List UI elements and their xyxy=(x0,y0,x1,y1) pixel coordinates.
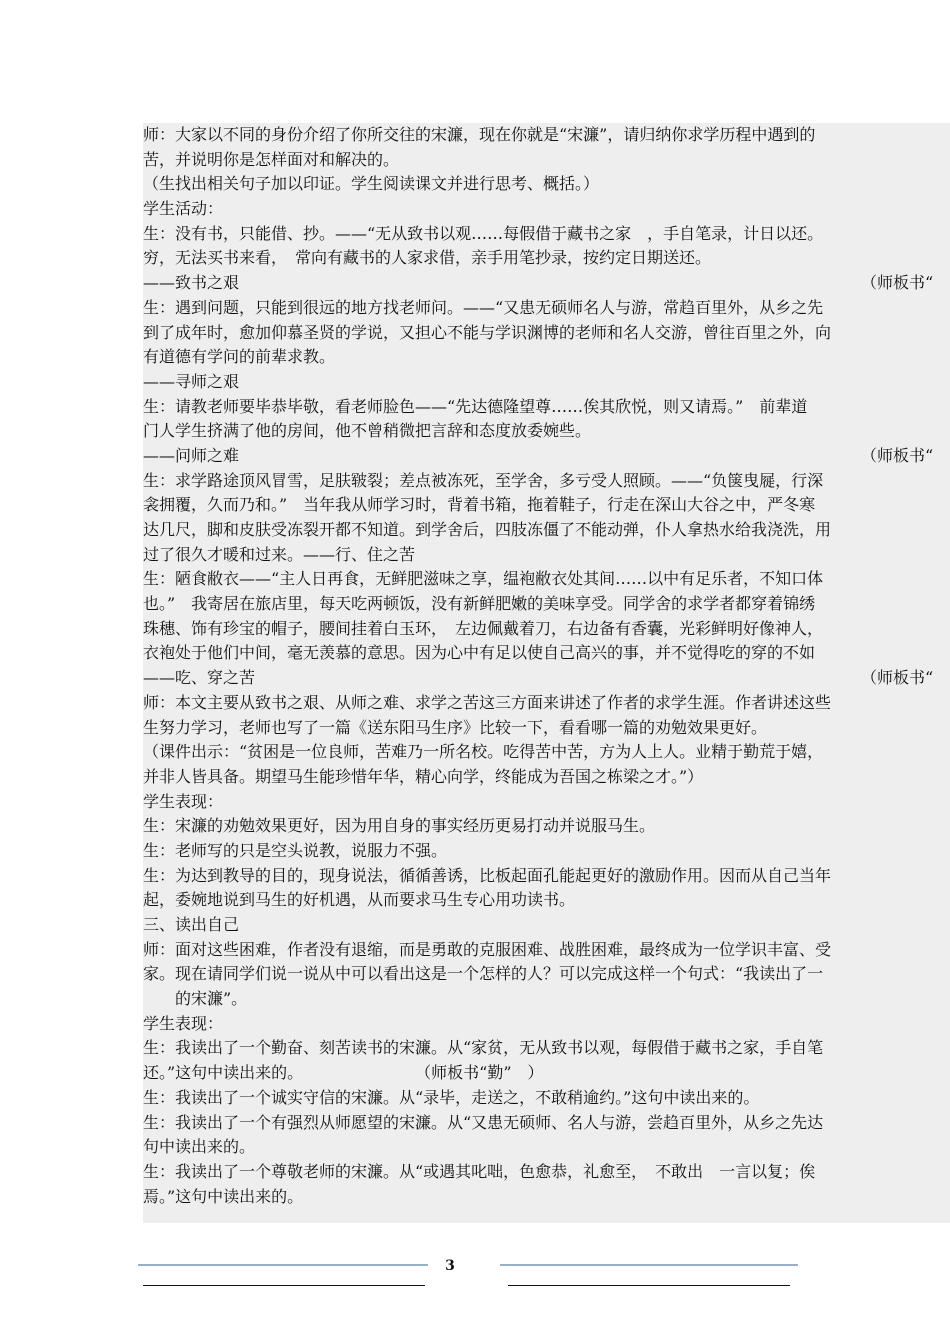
line-text: 生：我读出了一个尊敬老师的宋濂。从“或遇其叱咄，色愈恭，礼愈至， 不敢出 一言以复；俟 xyxy=(143,1161,816,1181)
line-text: 生：遇到问题，只能到很远的地方找老师问。——“又患无硕师名人与游，常趋百里外，从乡之先 xyxy=(143,297,824,317)
text-line xyxy=(143,913,950,938)
text-line xyxy=(143,1012,950,1037)
text-line xyxy=(143,1185,950,1210)
text-line xyxy=(143,814,950,839)
text-line xyxy=(143,1036,950,1061)
text-line xyxy=(143,123,950,148)
line-text: ——问师之难 xyxy=(143,445,240,465)
board-note: （师板书“ xyxy=(861,445,934,465)
text-line xyxy=(143,395,950,420)
line-text: 达几尺，脚和皮肤受冻裂开都不知道。到学舍后，四肢冻僵了不能动弹，仆人拿热水给我浇洗，用 xyxy=(143,520,832,539)
line-text: 生：宋濂的劝勉效果更好，因为用自身的事实经历更易打动并说服马生。 xyxy=(143,816,656,836)
line-text: 也。” 我寄居在旅店里，每天吃两顿饭，没有新鲜肥嫩的美味享受。同学舍的求学者都穿着锦绣 xyxy=(143,594,816,614)
text-line xyxy=(143,370,950,395)
line-text: 生：我读出了一个诚实守信的宋濂。从“录毕，走送之，不敢稍逾约。”这句中读出来的。 xyxy=(143,1087,760,1107)
text-line xyxy=(143,148,950,173)
text-line xyxy=(143,938,950,963)
text-line xyxy=(143,321,950,346)
text-line xyxy=(143,543,950,568)
line-text: 门人学生挤满了他的房间，他不曾稍微把言辞和态度放委婉些。 xyxy=(143,421,592,441)
line-text: 的宋濂”。 xyxy=(143,989,248,1009)
text-line xyxy=(143,197,950,222)
text-line xyxy=(143,740,950,765)
line-text: 学生表现： xyxy=(143,791,224,811)
text-line xyxy=(143,1160,950,1185)
text-line xyxy=(143,790,950,815)
text-line xyxy=(143,864,950,889)
text-line xyxy=(143,765,950,790)
text-line xyxy=(143,444,950,469)
text-line xyxy=(143,518,950,543)
line-text: 生努力学习，老师也写了一篇《送东阳马生序》比较一下，看看哪一篇的劝勉效果更好。 xyxy=(143,717,768,737)
line-text: 师：本文主要从致书之艰、从师之难、求学之苦这三方面来讲述了作者的求学生涯。作者讲述这些 xyxy=(143,692,832,712)
line-text: 师：大家以不同的身份介绍了你所交往的宋濂，现在你就是“宋濂”，请归纳你求学历程中遇到的 xyxy=(143,125,816,144)
text-line xyxy=(143,691,950,716)
line-text: 过了很久才暖和过来。——行、住之苦 xyxy=(143,544,416,564)
line-text: 焉。”这句中读出来的。 xyxy=(143,1186,304,1206)
document-text-block xyxy=(143,123,950,1223)
board-note: （师板书“ xyxy=(861,273,934,293)
line-text: 生：我读出了一个勤奋、刻苦读书的宋濂。从“家贫，无从致书以观，每假借于藏书之家，手自笔 xyxy=(143,1038,824,1058)
text-line xyxy=(143,1135,950,1160)
line-text: 珠穗、饰有珍宝的帽子，腰间挂着白玉环， 左边佩戴着刀，右边备有香囊，光彩鲜明好像神人， xyxy=(143,618,824,638)
line-text: 生：陋食敝衣——“主人日再食，无鲜肥滋味之享，缊袍敝衣处其间……以中有足乐者，不知口体 xyxy=(143,569,824,589)
text-line xyxy=(143,617,950,642)
line-text: 还。”这句中读出来的。 （师板书“勤” ） xyxy=(143,1063,544,1083)
text-line xyxy=(143,567,950,592)
line-text: （生找出相关句子加以印证。学生阅读课文并进行思考、概括。） xyxy=(143,174,600,194)
text-line xyxy=(143,592,950,617)
line-text: 生：为达到教导的目的，现身说法，循循善诱，比板起面孔能起更好的激励作用。因而从自己当年 xyxy=(143,865,832,885)
line-text: 有道德有学问的前辈求教。 xyxy=(143,347,336,367)
text-line xyxy=(143,172,950,197)
text-line xyxy=(143,469,950,494)
text-line xyxy=(143,296,950,321)
text-line xyxy=(143,716,950,741)
board-note: （师板书“ xyxy=(861,668,934,688)
page-number: 3 xyxy=(445,1258,455,1274)
line-text: 生：我读出了一个有强烈从师愿望的宋濂。从“又患无硕师、名人与游，尝趋百里外，从乡之先达 xyxy=(143,1112,824,1132)
line-text: 并非人皆具备。期望马生能珍惜年华，精心向学，终能成为吾国之栋梁之才。”） xyxy=(143,766,704,786)
text-line xyxy=(143,1111,950,1136)
line-text: 生：请教老师要毕恭毕敬，看老师脸色——“先达德隆望尊……俟其欣悦，则又请焉。” 前辈道 xyxy=(143,396,808,416)
line-text: 学生表现： xyxy=(143,1013,224,1033)
line-text: 苦，并说明你是怎样面对和解决的。 xyxy=(143,149,400,169)
text-line xyxy=(143,222,950,247)
text-line xyxy=(143,962,950,987)
line-text: 三、读出自己 xyxy=(143,915,240,934)
line-text: 师：面对这些困难，作者没有退缩，而是勇敢的克服困难、战胜困难，最终成为一位学识丰富、受 xyxy=(143,939,832,959)
text-line xyxy=(143,271,950,296)
line-text: 穷，无法买书来看， 常向有藏书的人家求借，亲手用笔抄录，按约定日期送还。 xyxy=(143,248,712,268)
line-text: 生：求学路途顶风冒雪，足肤皲裂；差点被冻死，至学舍，多亏受人照顾。——“负箧曳屣，行深 xyxy=(143,470,824,490)
text-line xyxy=(143,888,950,913)
line-text: 家。现在请同学们说一说从中可以看出这是一个怎样的人？可以完成这样一个句式：“我读出了一 xyxy=(143,964,824,984)
line-text: 起，委婉地说到马生的好机遇，从而要求马生专心用功读书。 xyxy=(143,890,576,910)
text-line xyxy=(143,666,950,691)
line-text: ——致书之艰 xyxy=(143,273,240,293)
text-line xyxy=(143,839,950,864)
line-text: 生：没有书，只能借、抄。——“无从致书以观……每假借于藏书之家 ，手自笔录，计日以还。 xyxy=(143,223,824,243)
text-line xyxy=(143,1086,950,1111)
text-line xyxy=(143,641,950,666)
text-line xyxy=(143,345,950,370)
footer-rule-top-left xyxy=(138,1264,428,1266)
line-text: 句中读出来的。 xyxy=(143,1137,256,1157)
text-line xyxy=(143,987,950,1012)
line-text: 生：老师写的只是空头说教，说服力不强。 xyxy=(143,840,448,860)
line-text: 衾拥覆，久而乃和。” 当年我从师学习时，背着书箱，拖着鞋子，行走在深山大谷之中，严冬寒 xyxy=(143,495,816,515)
line-text: ——寻师之艰 xyxy=(143,371,240,391)
page-footer xyxy=(0,1255,950,1295)
text-line xyxy=(143,1061,950,1086)
line-text: 学生活动： xyxy=(143,199,224,219)
line-text: （课件出示：“贫困是一位良师，苦难乃一所名校。吃得苦中苦，方为人上人。业精于勤荒于嬉， xyxy=(143,742,824,762)
footer-rule-bottom-right xyxy=(508,1285,790,1286)
text-line xyxy=(143,246,950,271)
text-line xyxy=(143,493,950,518)
footer-rule-top-right xyxy=(500,1264,798,1266)
line-text: 到了成年时，愈加仰慕圣贤的学说，又担心不能与学识渊博的老师和名人交游，曾往百里之外，向 xyxy=(143,322,832,342)
line-text: 衣袍处于他们中间，毫无羡慕的意思。因为心中有足以使自己高兴的事，并不觉得吃的穿的不如 xyxy=(143,643,816,663)
text-line xyxy=(143,419,950,444)
footer-rule-bottom-left xyxy=(143,1285,425,1286)
line-text: ——吃、穿之苦 xyxy=(143,668,256,688)
